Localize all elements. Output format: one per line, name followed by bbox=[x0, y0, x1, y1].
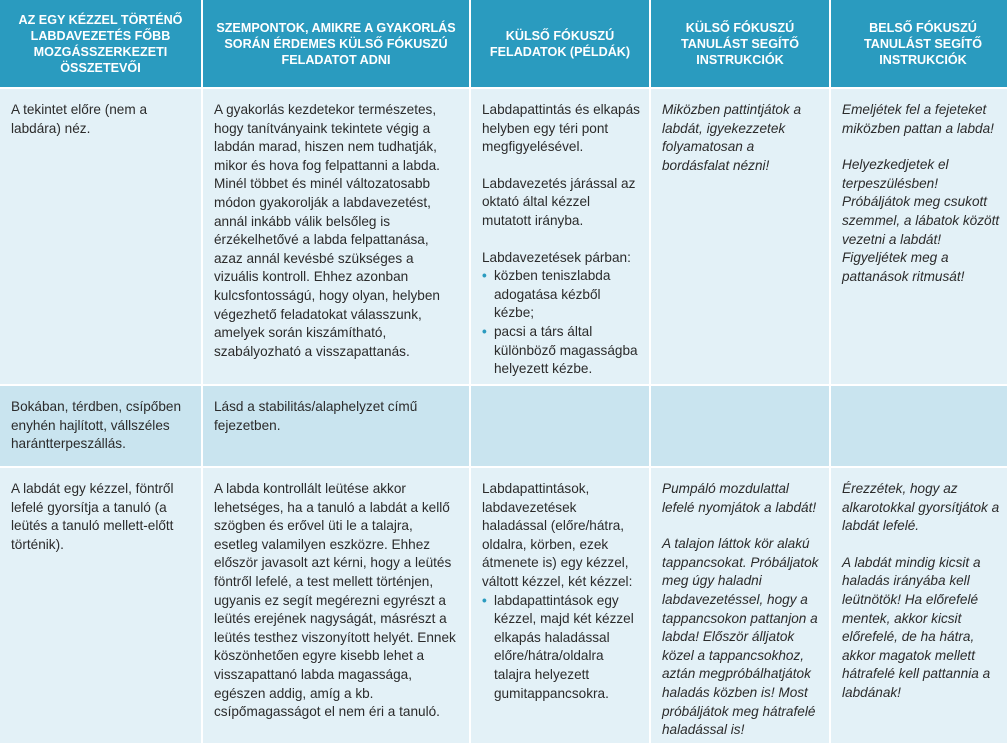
row1-component bbox=[0, 89, 201, 386]
row1-task-bullets bbox=[482, 267, 640, 379]
row3-aspects bbox=[203, 468, 469, 743]
row3-aspects-text: A labda kontrollált leütése akkor lehetséges, ha a tanuló a labdát a kellő szögben és erővel üti le a talajra, esetleg valamilyen eszközre. Ehhez először javasolt azt kérni, hogy a leütés föntről lefelé, a test mellett történjen, ugyanis ez segít megérezni egyrészt a leütés erejének nagyságát, másrészt a leütés testhez viszonyított helyét. Ennek köszönhetően egyre kisebb lehet a visszapattanó labda magassága, egészen addig, amíg a kb. csípőmagasságot el nem éri a tanuló. bbox=[214, 481, 456, 720]
row1-task-p1: Labdapattintás és elkapás helyben egy téri pont megfigyelésével. bbox=[482, 102, 640, 155]
row1-task-p3-block bbox=[482, 249, 640, 379]
row1-aspects bbox=[203, 89, 469, 386]
row3-component-text: A labdát egy kézzel, föntről lefelé gyorsítja a tanuló (a leütés a tanuló mellett-előtt történik). bbox=[11, 481, 174, 552]
row2-component bbox=[0, 386, 201, 468]
row1-internal-p1: Emeljétek fel a fejeteket miközben pattan a labda! bbox=[842, 102, 994, 136]
row3-tasks bbox=[471, 468, 649, 743]
header-external-instructions: KÜLSŐ FÓKUSZÚ TANULÁST SEGÍTŐ INSTRUKCIÓK bbox=[651, 0, 829, 89]
row3-external-p1: Pumpáló mozdulattal lefelé nyomjátok a labdát! bbox=[662, 481, 817, 515]
row1-internal-p2: Helyezkedjetek el terpeszülésben! Próbáljátok meg csukott szemmel, a lábatok között vezetni a labdát! Figyeljétek meg a pattanások ritmusát! bbox=[842, 157, 1000, 284]
list-item: • labdapattintások egy kézzel, majd két kézzel elkapás haladással előre/hátra/oldalra talajra helyezett gumitappancsokra. bbox=[482, 592, 634, 701]
row3-internal-p2: A labdát mindig kicsit a haladás irányába kell leütnötök! Ha előrefelé mentek, akkor kicsit előrefelé, de ha hátra, akkor magatok mellett hátrafelé kell pattannia a labdának! bbox=[842, 554, 991, 700]
bullet-icon: • bbox=[482, 323, 487, 339]
row2-external bbox=[651, 386, 829, 468]
row1-tasks bbox=[471, 89, 649, 386]
row1-component-text: A tekintet előre (nem a labdára) néz. bbox=[11, 102, 148, 136]
row3-external-p2: A talajon láttok kör alakú tappancsokat. Próbáljatok meg úgy haladni labdavezetéssel, hogy a tappancsokon pattanjon a labda! Először álljatok közel a tappancsokhoz, aztán megpróbálhatjátok haladás közben is! Most próbáljátok meg hátrafelé haladással is! bbox=[662, 536, 819, 738]
header-external-tasks: KÜLSŐ FÓKUSZÚ FELADATOK (PÉLDÁK) bbox=[471, 0, 649, 89]
row1-task-p3: Labdavezetések párban: bbox=[482, 249, 631, 265]
row2-tasks bbox=[471, 386, 649, 468]
header-internal-instructions: BELSŐ FÓKUSZÚ TANULÁST SEGÍTŐ INSTRUKCIÓK bbox=[831, 0, 1007, 89]
row3-internal bbox=[831, 468, 1007, 743]
row3-task-p1: Labdapattintások, labdavezetések haladással (előre/hátra, oldalra, körben, ezek átmenete is) egy kézzel, váltott kézzel, két kézzel: bbox=[482, 481, 633, 589]
row3-task-bullets bbox=[482, 592, 640, 704]
row1-task-p2: Labdavezetés járással az oktató által kézzel mutatott irányba. bbox=[482, 175, 636, 228]
header-aspects: SZEMPONTOK, AMIKRE A GYAKORLÁS SORÁN ÉRDEMES KÜLSŐ FÓKUSZÚ FELADATOT ADNI bbox=[203, 0, 469, 89]
row2-component-text: Bokában, térdben, csípőben enyhén hajlított, vállszéles harántterpeszállás. bbox=[11, 399, 182, 452]
row3-external bbox=[651, 468, 829, 743]
list-item: • pacsi a társ által különböző magasságba helyezett kézbe. bbox=[482, 323, 638, 377]
row2-aspects-text: Lásd a stabilitás/alaphelyzet című fejezetben. bbox=[214, 399, 418, 433]
row2-aspects bbox=[203, 386, 469, 468]
bullet-icon: • bbox=[482, 268, 487, 284]
row3-internal-p1: Érezzétek, hogy az alkarotokkal gyorsítjátok a labdát lefelé. bbox=[842, 481, 1000, 534]
bullet-icon: • bbox=[482, 592, 487, 608]
row1-aspects-text: A gyakorlás kezdetekor természetes, hogy tanítványaink tekintete végig a labdán marad, hiszen nem tudhatják, mikor és hova fog felpattanni a labda. Minél többet és minél változatosabb módon gyakorolják a labdavezetést, annál inkább válik belsőleg is érzékelhetővé a labda felpattanása, azaz annál kevésbé szükséges a vizuális kontroll. Ehhez azonban kulcsfontosságú, hogy olyan, helyben végezhető feladatokat válasszunk, amelyek során kiszámítható, szabályozható a visszapattanás. bbox=[214, 102, 440, 359]
list-item: • közben teniszlabda adogatása kézből kézbe; bbox=[482, 268, 611, 321]
row1-internal bbox=[831, 89, 1007, 386]
header-components: AZ EGY KÉZZEL TÖRTÉNŐ LABDAVEZETÉS FŐBB MOZGÁSSZERKEZETI ÖSSZETEVŐI bbox=[0, 0, 201, 89]
row1-external bbox=[651, 89, 829, 386]
row2-internal bbox=[831, 386, 1007, 468]
row1-external-p1: Miközben pattintjátok a labdát, igyekezzetek folyamatosan a bordásfalat nézni! bbox=[662, 102, 802, 173]
row3-component bbox=[0, 468, 201, 743]
